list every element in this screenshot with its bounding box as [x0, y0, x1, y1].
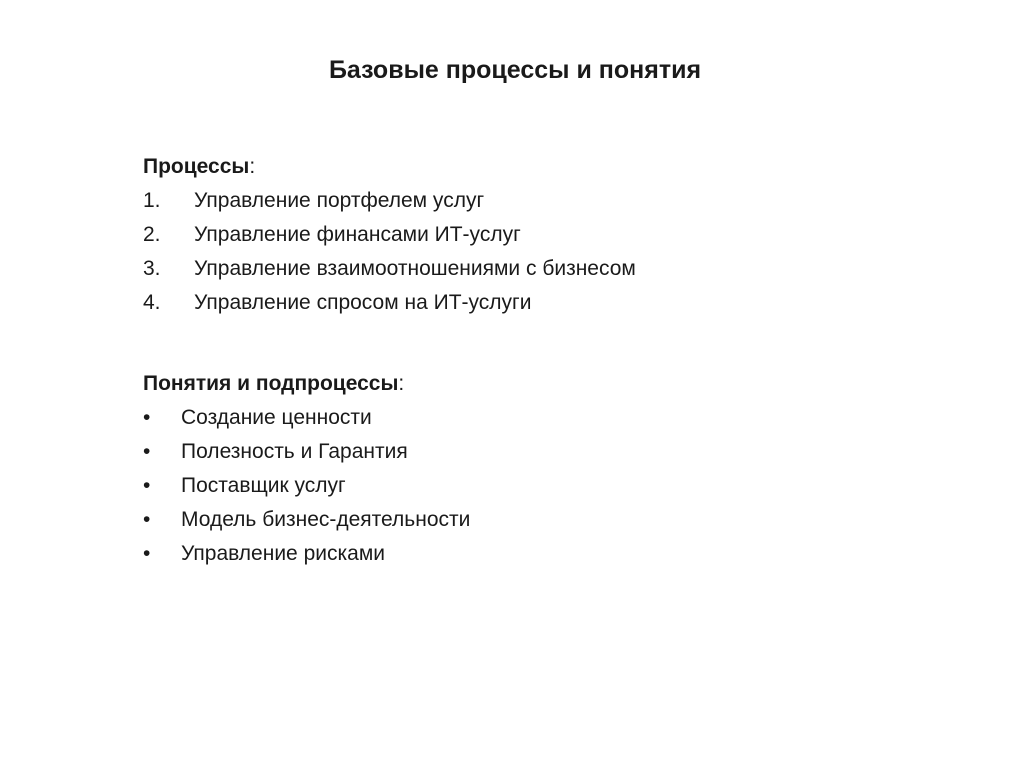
concept-item-4: [143, 503, 903, 537]
concepts-section: [143, 367, 903, 571]
bullet-icon: •: [143, 406, 151, 429]
bullet-icon: •: [143, 542, 151, 565]
concepts-heading-colon: :: [398, 372, 405, 395]
process-item-text: Управление портфелем услуг: [194, 189, 485, 212]
concept-item-1: [143, 401, 903, 435]
process-item-3: [143, 252, 903, 286]
processes-heading-text: Процессы: [143, 155, 250, 178]
processes-heading: [143, 150, 903, 184]
process-item-4: [143, 286, 903, 320]
process-item-2: [143, 218, 903, 252]
bullet-icon: •: [143, 508, 151, 531]
process-item-number: 2.: [143, 223, 161, 246]
process-item-1: [143, 184, 903, 218]
processes-heading-colon: :: [249, 155, 256, 178]
concept-item-2: [143, 435, 903, 469]
process-item-text: Управление взаимоотношениями с бизнесом: [194, 257, 636, 280]
slide-title: Базовые процессы и понятия: [328, 56, 702, 84]
concept-item-text: Создание ценности: [181, 406, 372, 429]
concept-item-text: Модель бизнес-деятельности: [181, 508, 471, 531]
concept-item-3: [143, 469, 903, 503]
bullet-icon: •: [143, 440, 151, 463]
process-item-number: 3.: [143, 257, 161, 280]
concepts-heading-text: Понятия и подпроцессы: [143, 372, 399, 395]
process-item-text: Управление спросом на ИТ-услуги: [194, 291, 532, 314]
processes-list: [143, 184, 903, 320]
concept-item-5: [143, 537, 903, 571]
concept-item-text: Полезность и Гарантия: [181, 440, 408, 463]
process-item-number: 1.: [143, 189, 161, 212]
process-item-number: 4.: [143, 291, 161, 314]
concept-item-text: Управление рисками: [181, 542, 385, 565]
process-item-text: Управление финансами ИТ-услуг: [194, 223, 521, 246]
concepts-heading: [143, 367, 903, 401]
concepts-list: [143, 401, 903, 571]
bullet-icon: •: [143, 474, 151, 497]
processes-section: [143, 150, 903, 320]
concept-item-text: Поставщик услуг: [181, 474, 346, 497]
